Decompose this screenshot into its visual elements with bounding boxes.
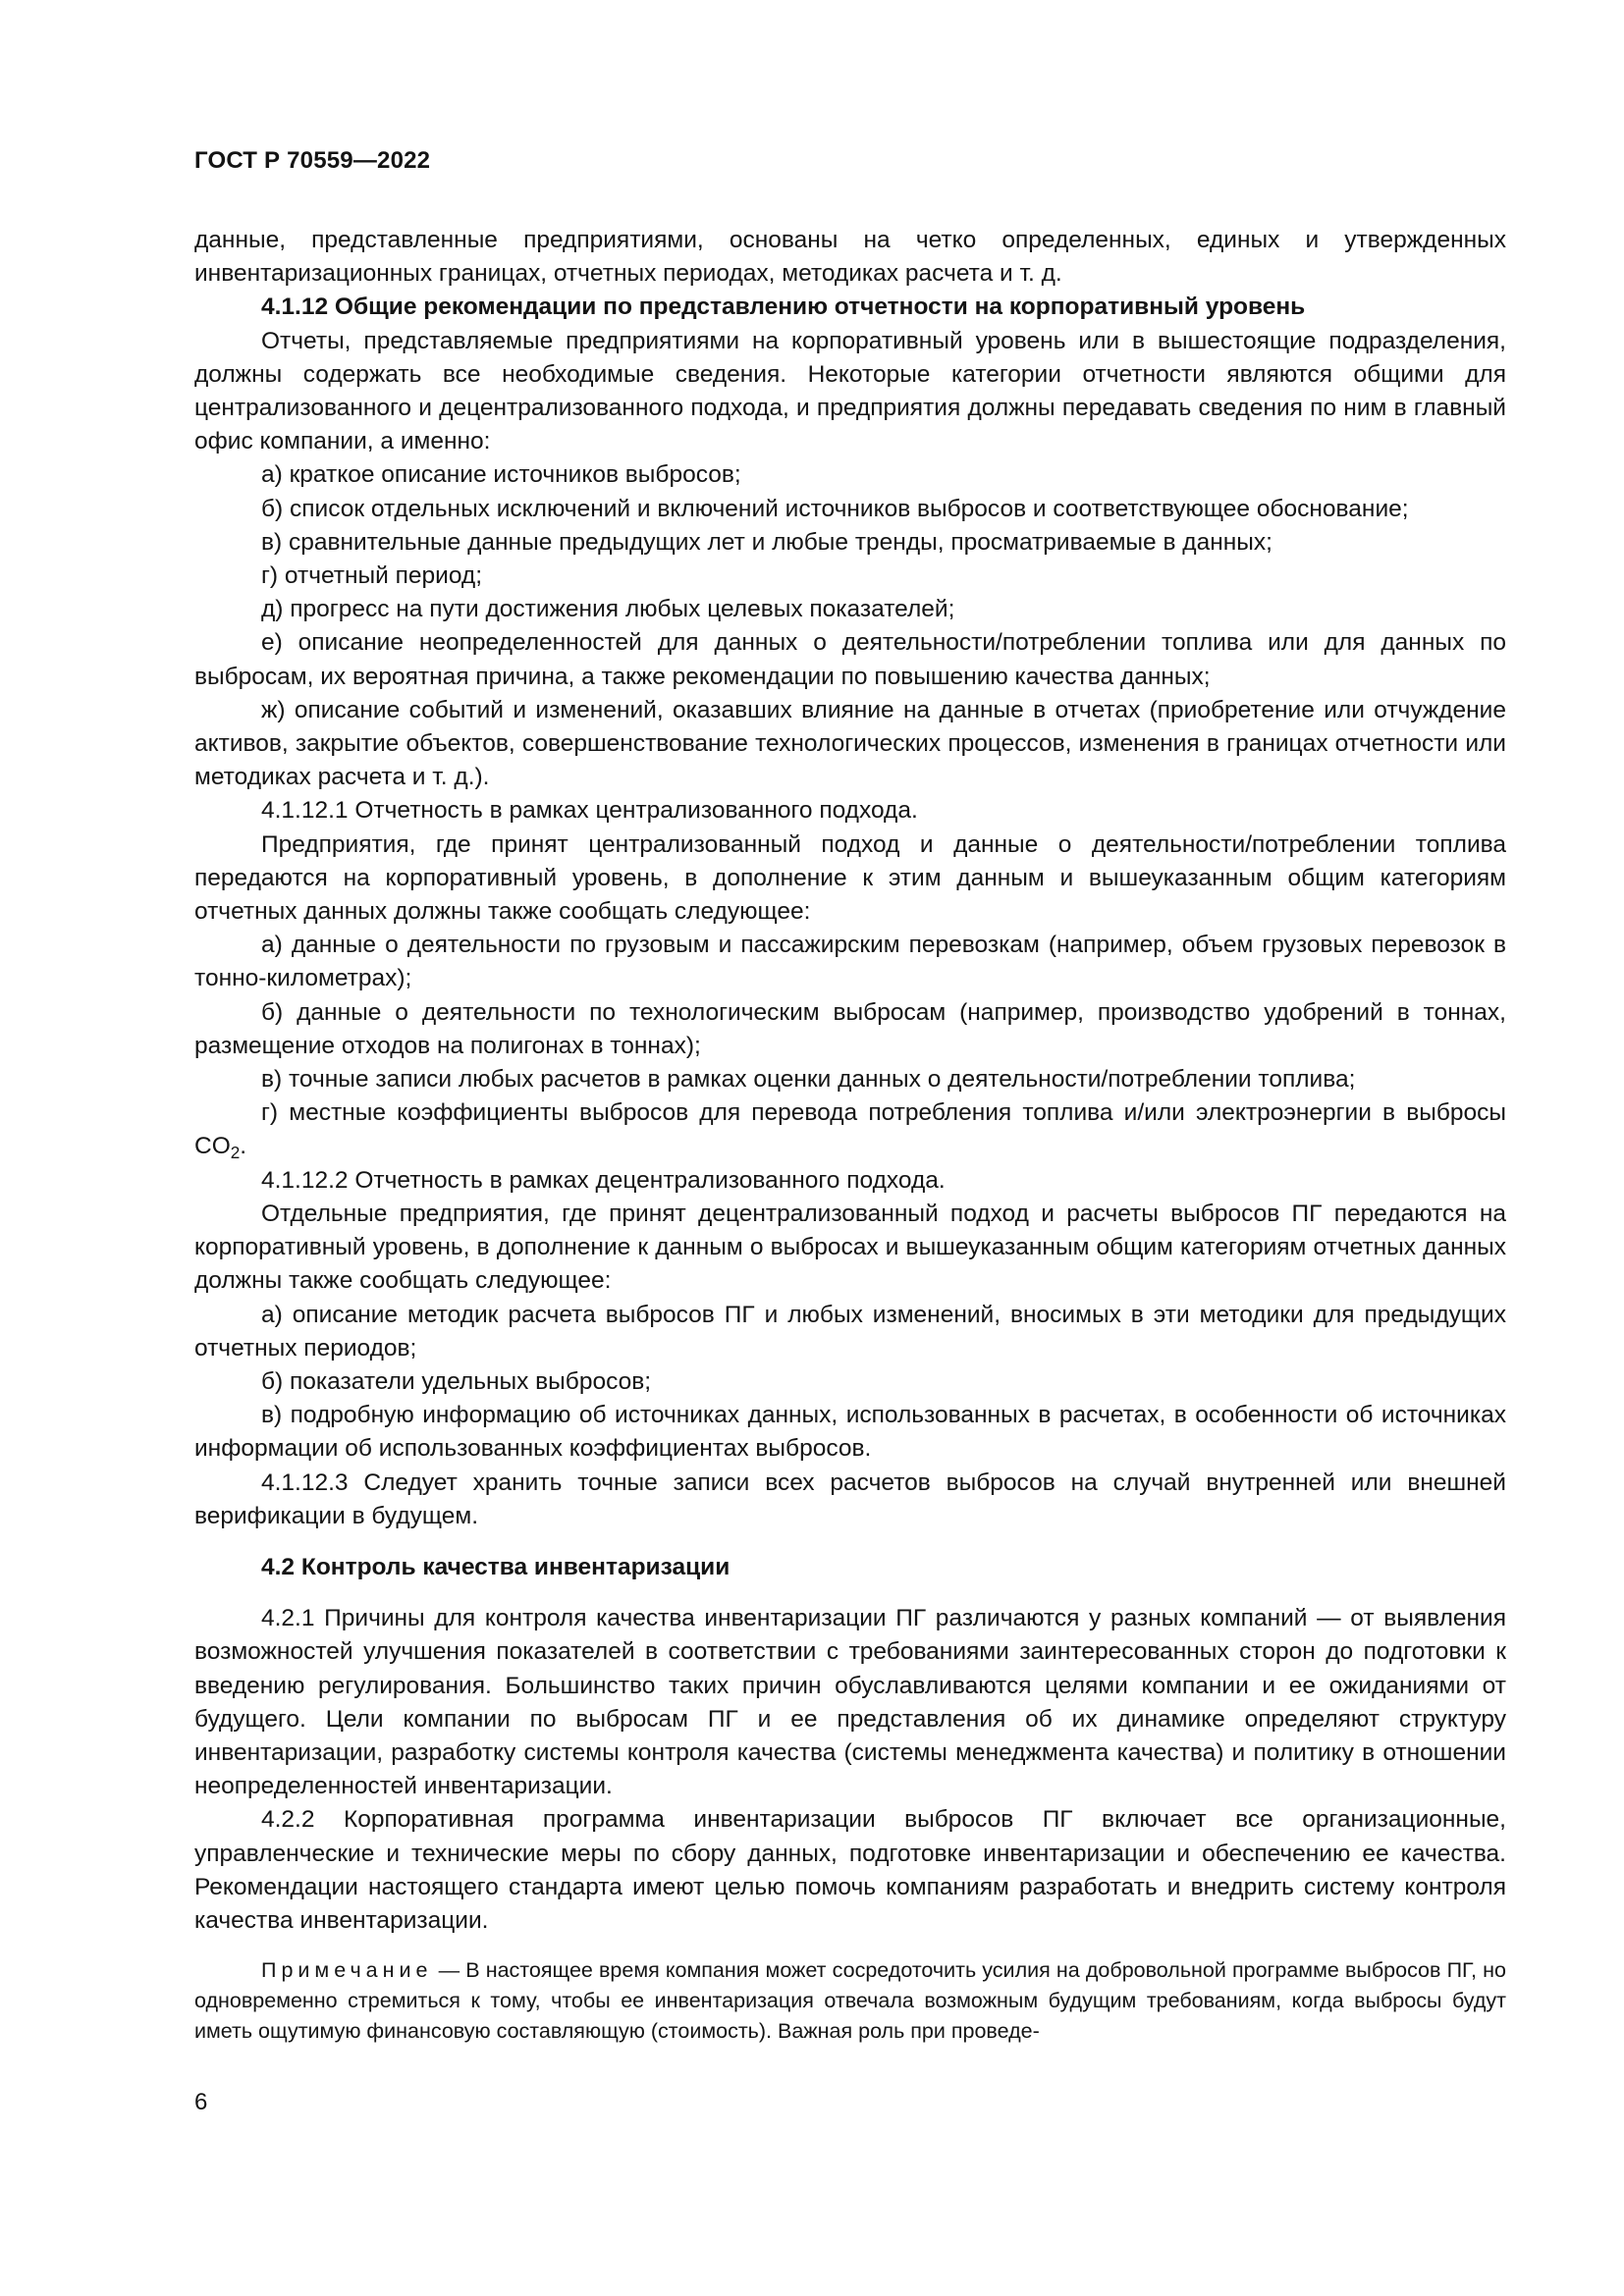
paragraph-4-1-12-3: 4.1.12.3 Следует хранить точные записи всех расчетов выбросов на случай внутренней или внешней верификации в будущем. [194,1468,1506,1529]
paragraph-4-1-12: Отчеты, представляемые предприятиями на корпоративный уровень или в вышестоящие подразделения, должны содержать все необходимые сведения. Некоторые категории отчетности являются общими для централизованного и децентрализованного подхода, и предприятия должны передавать сведения по ним в главный офис компании, а именно: [194,327,1506,455]
note-text: — В настоящее время компания может сосредоточить усилия на добровольной программе выбросов ПГ, но одновременно стремиться к тому, чтобы ее инвентаризация отвечала возможным будущим требованиям, когда выбросы будут иметь ощутимую финансовую составляющую (стоимость). Важная роль при проведе- [194,1958,1506,2044]
document-body [194,224,1506,2047]
list-item-centralized-b: б) данные о деятельности по технологическим выбросам (например, производство удобрений в тоннах, размещение отходов на полигонах в тоннах); [194,998,1506,1059]
heading-4-1-12: 4.1.12 Общие рекомендации по представлению отчетности на корпоративный уровень [261,294,1306,321]
list-item-general-g: г) отчетный период; [261,562,483,590]
heading-4-1-12-2: 4.1.12.2 Отчетность в рамках децентрализованного подхода. [261,1166,946,1194]
note-label: Примечание [261,1958,433,1983]
co2-subscript: 2 [230,1143,241,1163]
list-item-general-zh: ж) описание событий и изменений, оказавших влияние на данные в отчетах (приобретение или отчуждение активов, закрытие объектов, совершенствование технологических процессов, изменения в границах отчетности или методиках расчета и т. д.). [194,696,1506,791]
list-item-centralized-g [194,1096,1506,1163]
list-item-general-d: д) прогресс на пути достижения любых целевых показателей; [261,596,955,623]
paragraph-4-2-2: 4.2.2 Корпоративная программа инвентаризации выбросов ПГ включает все организационные, управленческие и технические меры по сбору данных, подготовке инвентаризации и обеспечению ее качества. Рекомендации настоящего стандарта имеют целью помочь компаниям разработать и внедрить систему контроля качества инвентаризации. [194,1806,1506,1934]
document-code-header: ГОСТ Р 70559—2022 [194,147,431,174]
heading-4-1-12-1: 4.1.12.1 Отчетность в рамках централизованного подхода. [261,797,918,825]
list-item-centralized-g-text: г) местные коэффициенты выбросов для перевода потребления топлива и/или электроэнергии в выбросы CO [194,1099,1506,1160]
list-item-general-a: а) краткое описание источников выбросов; [261,461,741,489]
list-item-decentralized-a: а) описание методик расчета выбросов ПГ и любых изменений, вносимых в эти методики для предыдущих отчетных периодов; [194,1301,1506,1362]
paragraph-intro-continuation: данные, представленные предприятиями, основаны на четко определенных, единых и утвержденных инвентаризационных границах, отчетных периодах, методиках расчета и т. д. [194,227,1506,288]
paragraph-4-1-12-2: Отдельные предприятия, где принят децентрализованный подход и расчеты выбросов ПГ передаются на корпоративный уровень, в дополнение к данным о выбросах и вышеуказанным общим категориям отчетных данных должны также сообщать следующее: [194,1200,1506,1295]
paragraph-4-2-1: 4.2.1 Причины для контроля качества инвентаризации ПГ различаются у разных компаний — от выявления возможностей улучшения показателей в соответствии с требованиями заинтересованных сторон до подготовки к введению регулирования. Большинство таких причин обуславливаются целями компании и ее ожиданиями от будущего. Цели компании по выбросам ПГ и ее представления об их динамике определяют структуру инвентаризации, разработку системы контроля качества (системы менеджмента качества) и политику в отношении неопределенностей инвентаризации. [194,1605,1506,1800]
note-paragraph [194,1955,1506,2047]
list-item-decentralized-v: в) подробную информацию об источниках данных, использованных в расчетах, в особенности об источниках информации об использованных коэффициентах выбросов. [194,1402,1506,1463]
list-item-general-v: в) сравнительные данные предыдущих лет и любые тренды, просматриваемые в данных; [261,528,1272,556]
list-item-centralized-g-end: . [240,1133,247,1160]
page-number: 6 [194,2089,208,2115]
list-item-general-b: б) список отдельных исключений и включений источников выбросов и соответствующее обоснование; [261,495,1409,522]
paragraph-4-1-12-1: Предприятия, где принят централизованный подход и данные о деятельности/потреблении топлива передаются на корпоративный уровень, в дополнение к этим данным и вышеуказанным общим категориям отчетных данных должны также сообщать следующее: [194,830,1506,926]
list-item-general-e: е) описание неопределенностей для данных о деятельности/потреблении топлива или для данных по выбросам, их вероятная причина, а также рекомендации по повышению качества данных; [194,629,1506,690]
heading-4-2: 4.2 Контроль качества инвентаризации [261,1553,731,1580]
list-item-centralized-a: а) данные о деятельности по грузовым и пассажирским перевозкам (например, объем грузовых перевозок в тонно-километрах); [194,932,1506,992]
list-item-decentralized-b: б) показатели удельных выбросов; [261,1367,652,1395]
list-item-centralized-v: в) точные записи любых расчетов в рамках оценки данных о деятельности/потреблении топлива; [261,1066,1356,1094]
